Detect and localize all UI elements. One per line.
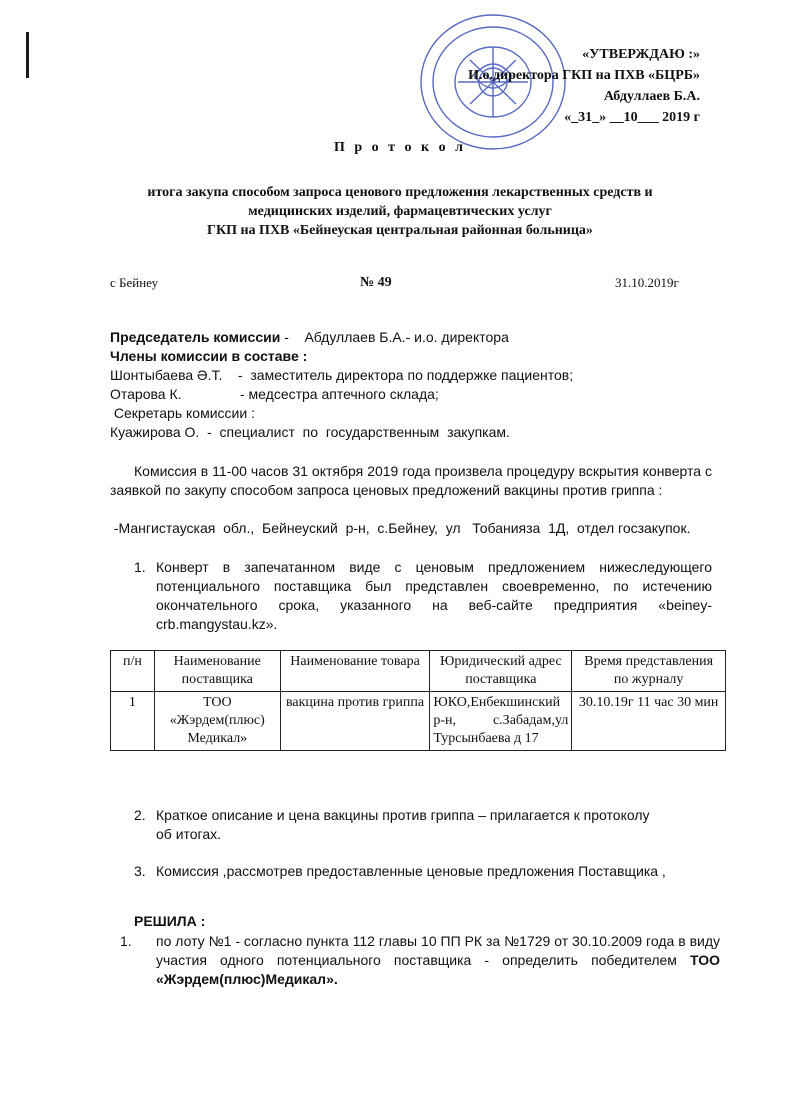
meta-date: 31.10.2019г <box>615 275 679 290</box>
item-text: Краткое описание и цена вакцины против гриппа – прилагается к протоколу об итогах. <box>156 807 650 842</box>
member-name: Отарова К. <box>110 386 182 402</box>
approval-date: «_31_» __10___ 2019 г <box>564 110 700 125</box>
list-item <box>134 558 712 634</box>
binder-mark <box>26 32 29 78</box>
item-number: 1. <box>134 559 146 575</box>
item-text: Комиссия ,рассмотрев предоставленные ценовые предложения Поставщика , <box>156 863 666 879</box>
secretary-label: Секретарь комиссии : <box>110 405 255 421</box>
members-label: Члены комиссии в составе : <box>110 348 308 364</box>
item-number: 3. <box>134 863 146 879</box>
list-item <box>134 806 664 844</box>
decision-text <box>156 932 720 989</box>
table-cell: 1 <box>111 692 155 751</box>
chair-row <box>110 328 730 347</box>
protocol-number: № 49 <box>360 275 392 290</box>
subtitle-line: итога закупа способом запроса ценового предложения лекарственных средств и <box>147 185 653 200</box>
table-cell: 30.10.19г 11 час 30 мин <box>572 692 726 751</box>
list-item <box>134 862 712 881</box>
table-header-cell: Наименование поставщика <box>154 651 280 692</box>
approval-heading: «УТВЕРЖДАЮ :» <box>582 47 700 62</box>
chair-value: - Абдуллаев Б.А.- и.о. директора <box>284 329 509 345</box>
decision-item <box>120 932 720 989</box>
member-role: - медсестра аптечного склада; <box>240 386 439 402</box>
chair-label: Председатель комиссии <box>110 329 281 345</box>
item-number: 2. <box>134 807 146 823</box>
item-text: Конверт в запечатанном виде с ценовым предложением нижеследующего потенциального поставщика был представлен своевременно, по истечению окончательного срока, указанного на веб-сайте предприятия «beiney-crb.mangystau.kz». <box>156 559 712 632</box>
table-row <box>111 692 726 751</box>
table-cell: ТОО «Жэрдем(плюс) Медикал» <box>154 692 280 751</box>
approval-name: Абдуллаев Б.А. <box>603 89 700 104</box>
table-header-row <box>111 651 726 692</box>
approval-position: И.о.директора ГКП на ПХВ «БЦРБ» <box>468 68 700 83</box>
winner-name: ТОО «Жэрдем(плюс)Медикал». <box>156 952 720 987</box>
subtitle-line: ГКП на ПХВ «Бейнеуская центральная районная больница» <box>207 223 593 238</box>
meta-place: с Бейнеу <box>110 275 159 290</box>
table-header-cell: п/н <box>111 651 155 692</box>
secretary-row: Куажирова О. - специалист по государственным закупкам. <box>110 424 510 440</box>
member-row: Шонтыбаева Ә.Т. - заместитель директора по поддержке пациентов; <box>110 367 574 383</box>
intro-paragraph: Комиссия в 11-00 часов 31 октября 2019 года произвела процедуру вскрытия конверта с заявкой по закупу способом запроса ценовых предложений вакцины против гриппа : <box>110 463 712 498</box>
proposals-table <box>110 650 726 751</box>
address-paragraph: -Мангистауская обл., Бейнеуский р-н, с.Бейнеу, ул Тобанияза 1Д, отдел госзакупок. <box>110 520 691 536</box>
decision-body: по лоту №1 - согласно пункта 112 главы 10 ПП РК за №1729 от 30.10.2009 года в виду участия одного потенциального поставщика - определить победителем <box>156 933 720 968</box>
document-subtitle <box>0 183 800 240</box>
table-cell: ЮКО,Енбекшинский р-н, с.Забадам,ул Турсынбаева д 17 <box>430 692 572 751</box>
commission-block <box>110 328 730 442</box>
document-title: П р о т о к о л <box>334 140 466 155</box>
subtitle-line: медицинских изделий, фармацевтических услуг <box>248 204 552 219</box>
decision-label: РЕШИЛА : <box>134 913 206 929</box>
table-cell: вакцина против гриппа <box>280 692 430 751</box>
table-header-cell: Время представления по журналу <box>572 651 726 692</box>
table-header-cell: Наименование товара <box>280 651 430 692</box>
member-row <box>110 385 730 404</box>
table-header-cell: Юридический адрес поставщика <box>430 651 572 692</box>
item-number: 1. <box>120 933 132 949</box>
